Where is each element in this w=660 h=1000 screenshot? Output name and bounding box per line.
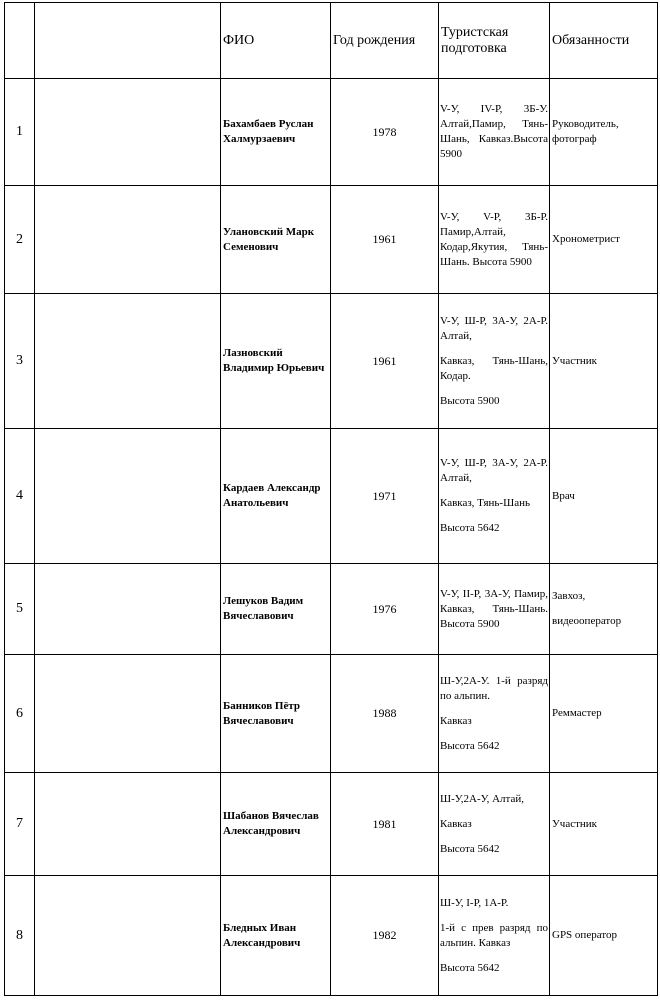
table-row — [5, 79, 658, 186]
training-line: Кавказ — [440, 714, 472, 727]
tourist-training — [439, 186, 550, 294]
participant-name: Улановский Марк Семенович — [221, 186, 331, 294]
line-gap — [440, 344, 548, 354]
row-number: 1 — [5, 79, 35, 186]
training-line: Высота 5900 — [440, 394, 500, 407]
training-line: Высота 5642 — [440, 842, 500, 855]
duties — [550, 186, 658, 294]
duty-line: Реммастер — [552, 707, 602, 719]
training-line: V-У, V-Р, 3Б-Р. Памир,Алтай, Кодар,Якутия, Тянь-Шань. Высота 5900 — [440, 210, 551, 268]
row-number: 6 — [5, 655, 35, 773]
birth-year: 1976 — [331, 564, 439, 655]
participant-name: Бахамбаев Руслан Халмурзаевич — [221, 79, 331, 186]
table-row — [5, 773, 658, 876]
line-gap — [552, 604, 657, 614]
duty-line: GPS оператор — [552, 929, 617, 941]
row-number: 2 — [5, 186, 35, 294]
table-row — [5, 876, 658, 996]
table-row — [5, 655, 658, 773]
row-photo-cell — [35, 186, 221, 294]
row-number: 7 — [5, 773, 35, 876]
birth-year: 1988 — [331, 655, 439, 773]
table-row — [5, 429, 658, 564]
duty-line: Участник — [552, 817, 598, 830]
birth-year: 1961 — [331, 294, 439, 429]
duty-line: Руководитель, фотограф — [552, 118, 622, 145]
training-line: 1-й с прев разряд по альпин. Кавказ — [440, 921, 551, 949]
line-gap — [440, 729, 548, 739]
row-photo-cell — [35, 773, 221, 876]
participant-name: Кардаев Александр Анатольевич — [221, 429, 331, 564]
participant-name: Бледных Иван Александрович — [221, 876, 331, 996]
row-photo-cell — [35, 294, 221, 429]
training-line: Кавказ — [440, 817, 472, 830]
tourist-training — [439, 79, 550, 186]
training-line: Высота 5642 — [440, 522, 500, 534]
line-gap — [440, 486, 548, 496]
participants-table — [4, 2, 658, 996]
duties — [550, 79, 658, 186]
line-gap — [440, 511, 548, 521]
duties — [550, 429, 658, 564]
participant-name: Шабанов Вячеслав Александрович — [221, 773, 331, 876]
row-number: 3 — [5, 294, 35, 429]
line-gap — [440, 807, 548, 817]
header-photo — [35, 3, 221, 79]
training-line: Высота 5642 — [440, 961, 500, 974]
training-line: Кавказ, Тянь-Шань — [440, 497, 530, 509]
birth-year: 1981 — [331, 773, 439, 876]
row-photo-cell — [35, 564, 221, 655]
row-photo-cell — [35, 429, 221, 564]
training-line: Ш-У,2А-У. 1-й разряд по альпин. — [440, 674, 551, 702]
header-birth-year: Год рождения — [331, 3, 439, 79]
training-line: V-У, IV-Р, 3Б-У. Алтай,Памир, Тянь-Шань, Кавказ.Высота 5900 — [440, 103, 551, 160]
duties — [550, 294, 658, 429]
row-photo-cell — [35, 876, 221, 996]
participant-name: Лешуков Вадим Вячеславович — [221, 564, 331, 655]
line-gap — [440, 951, 548, 961]
line-gap — [440, 384, 548, 394]
table-body — [5, 79, 658, 996]
birth-year: 1982 — [331, 876, 439, 996]
tourist-training — [439, 294, 550, 429]
duty-line: видеооператор — [552, 615, 622, 627]
header-number — [5, 3, 35, 79]
duties — [550, 876, 658, 996]
row-photo-cell — [35, 79, 221, 186]
header-name: ФИО — [221, 3, 331, 79]
birth-year: 1961 — [331, 186, 439, 294]
participant-name: Лазновский Владимир Юрьевич — [221, 294, 331, 429]
participant-name: Банников Пётр Вячеславович — [221, 655, 331, 773]
tourist-training — [439, 655, 550, 773]
tourist-training — [439, 429, 550, 564]
tourist-training — [439, 564, 550, 655]
duty-line: Участник — [552, 354, 598, 367]
training-line: V-У, II-Р, 3А-У, Памир, Кавказ, Тянь-Шань. Высота 5900 — [440, 587, 551, 630]
duty-line: Врач — [552, 489, 575, 502]
table-row — [5, 294, 658, 429]
training-line: Ш-У, I-Р, 1А-Р. — [440, 896, 509, 909]
duties — [550, 564, 658, 655]
training-line: V-У, Ш-Р, 3А-У, 2А-Р. Алтай, — [440, 457, 551, 484]
duty-line: Завхоз, — [552, 590, 586, 602]
line-gap — [440, 832, 548, 842]
line-gap — [440, 911, 548, 921]
row-photo-cell — [35, 655, 221, 773]
tourist-training — [439, 773, 550, 876]
table-row — [5, 186, 658, 294]
duty-line: Хронометрист — [552, 233, 620, 245]
training-line: Высота 5642 — [440, 739, 500, 752]
tourist-training — [439, 876, 550, 996]
training-line: Кавказ, Тянь-Шань, Кодар. — [440, 354, 551, 382]
birth-year: 1978 — [331, 79, 439, 186]
row-number: 5 — [5, 564, 35, 655]
table-header-row — [5, 3, 658, 79]
row-number: 8 — [5, 876, 35, 996]
header-tourist-training: Туристская подготовка — [439, 3, 550, 79]
duties — [550, 773, 658, 876]
table-row — [5, 564, 658, 655]
training-line: Ш-У,2А-У, Алтай, — [440, 792, 524, 805]
training-line: V-У, Ш-Р, 3А-У, 2А-Р. Алтай, — [440, 314, 551, 342]
birth-year: 1971 — [331, 429, 439, 564]
line-gap — [440, 704, 548, 714]
row-number: 4 — [5, 429, 35, 564]
header-duties: Обязанности — [550, 3, 658, 79]
duties — [550, 655, 658, 773]
